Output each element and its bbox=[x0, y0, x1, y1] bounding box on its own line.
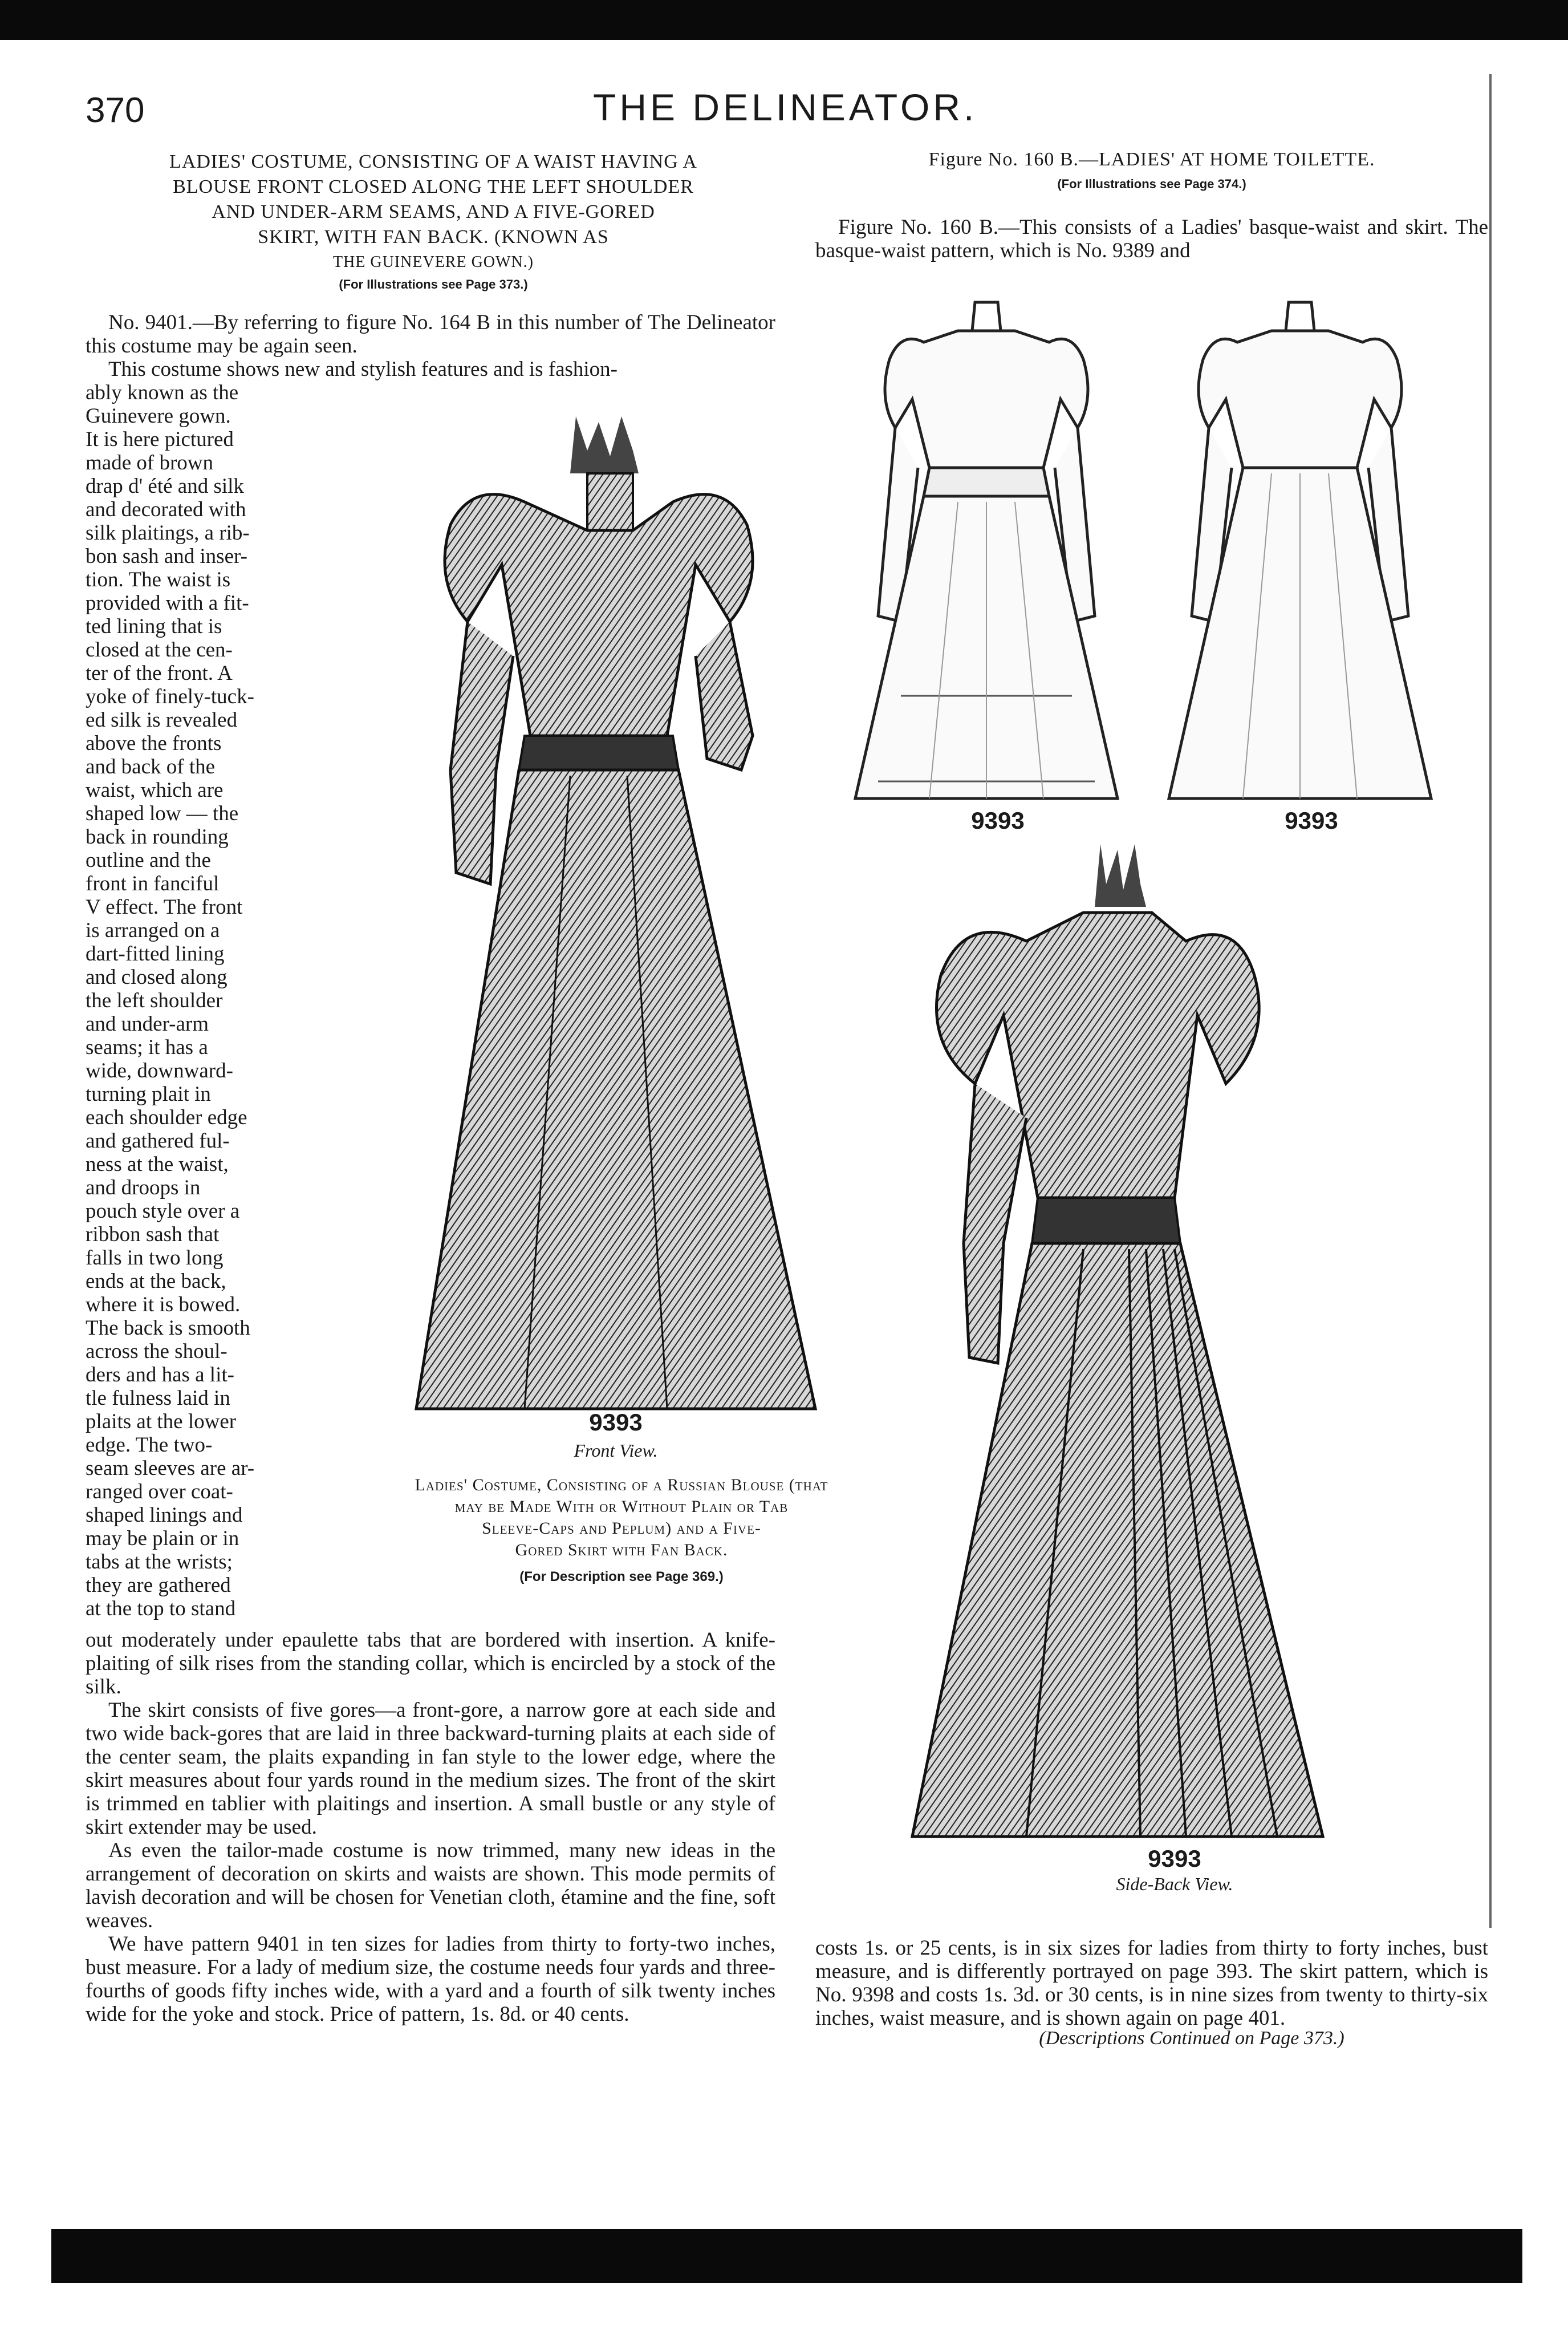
narrow-column-line: closed at the cen- bbox=[86, 638, 233, 662]
narrow-column-line: turning plait in bbox=[86, 1083, 211, 1106]
heading-line: THE GUINEVERE GOWN.) bbox=[332, 253, 534, 271]
narrow-column-line: may be plain or in bbox=[86, 1527, 239, 1550]
paragraph-pattern: We have pattern 9401 in ten sizes for ladies from thirty to forty-two inches, bust measure. For a lady of medium size, the costume needs four yards and three-fourths of goods fifty inches wide, with a yard and a fourth of silk twenty inches wide for the yoke and stock. Price of pattern, 1s. 8d. or 40 cents. bbox=[86, 1932, 775, 2026]
narrow-column-line: shaped linings and bbox=[86, 1503, 243, 1527]
narrow-column-line: drap d' été and silk bbox=[86, 475, 244, 498]
narrow-column-line: plaits at the lower bbox=[86, 1410, 237, 1433]
narrow-column-line: and closed along bbox=[86, 966, 228, 989]
narrow-column-line: and back of the bbox=[86, 755, 216, 779]
narrow-column-line: across the shoul- bbox=[86, 1340, 228, 1363]
narrow-column-line: silk plaitings, a rib- bbox=[86, 521, 250, 545]
paragraph-tailor: As even the tailor-made costume is now trimmed, many new ideas in the arrangement of decoration on skirts and waists are shown. This mode permits of lavish decoration and will be chosen for Venetian cloth, étamine and the fine, soft weaves. bbox=[86, 1839, 775, 1932]
narrow-column-line: ribbon sash that bbox=[86, 1223, 220, 1246]
thumbnail-label: 9393 bbox=[971, 807, 1025, 834]
page-number: 370 bbox=[86, 91, 145, 130]
heading-line: LADIES' COSTUME, CONSISTING OF A WAIST HAVING A bbox=[169, 151, 697, 172]
narrow-column-line: edge. The two- bbox=[86, 1433, 213, 1457]
article-heading bbox=[86, 149, 781, 292]
main-illustration-caption bbox=[319, 1474, 924, 1585]
description-reference: (For Description see Page 369.) bbox=[519, 1569, 724, 1584]
narrow-column-line: pouch style over a bbox=[86, 1199, 240, 1223]
narrow-column-line: and droops in bbox=[86, 1176, 201, 1199]
narrow-column-line: above the fronts bbox=[86, 732, 222, 755]
narrow-column-line: at the top to stand bbox=[86, 1597, 236, 1620]
figure-illustrations-reference: (For Illustrations see Page 374.) bbox=[1057, 177, 1246, 191]
narrow-column-line: back in rounding bbox=[86, 825, 229, 849]
paragraph-skirt: The skirt consists of five gores—a front-gore, a narrow gore at each side and two wide back-gores that are laid in three backward-turning plaits at each side of the center seam, the plaits expanding in fan style to the lower edge, where the skirt measures about four yards round in the medium sizes. The front of the skirt is trimmed en tablier with plaitings and insertion. A small bustle or any style of skirt extender may be used. bbox=[86, 1699, 775, 1839]
narrow-column-line: outline and the bbox=[86, 849, 211, 872]
narrow-column-line: Guinevere gown. bbox=[86, 404, 231, 428]
narrow-column-line: ter of the front. A bbox=[86, 662, 233, 685]
heading-line: BLOUSE FRONT CLOSED ALONG THE LEFT SHOULDER bbox=[173, 176, 694, 197]
running-head: THE DELINEATOR. bbox=[593, 86, 978, 128]
figure-heading bbox=[815, 147, 1488, 192]
narrow-column-line: front in fanciful bbox=[86, 872, 220, 895]
narrow-column-line: and decorated with bbox=[86, 498, 246, 521]
right-edge-line bbox=[1489, 74, 1492, 1928]
top-border-bar bbox=[0, 0, 1568, 40]
narrow-column-line: shaped low — the bbox=[86, 802, 239, 825]
narrow-column-line: V effect. The front bbox=[86, 895, 243, 919]
narrow-column-line: where it is bowed. bbox=[86, 1293, 241, 1316]
narrow-column-line: ted lining that is bbox=[86, 615, 222, 638]
caption-line: Ladies' Costume, Consisting of a Russian Blouse (that bbox=[415, 1476, 828, 1494]
narrow-column-line: falls in two long bbox=[86, 1246, 224, 1270]
main-illustration-view: Front View. bbox=[574, 1440, 658, 1461]
narrow-column-line: the left shoulder bbox=[86, 989, 223, 1012]
narrow-column-line: This costume shows new and stylish features and is fashion- bbox=[108, 358, 618, 381]
narrow-column-line: and under-arm bbox=[86, 1012, 209, 1036]
narrow-column-line: and gathered ful- bbox=[86, 1129, 230, 1153]
bottom-border-bar bbox=[51, 2229, 1522, 2283]
dress-thumbnail-right bbox=[1157, 297, 1443, 810]
narrow-column-line: wide, downward- bbox=[86, 1059, 233, 1083]
side-back-illustration-number: 9393 bbox=[1148, 1845, 1201, 1872]
illustrations-reference: (For Illustrations see Page 373.) bbox=[339, 277, 528, 291]
narrow-column-line: seams; it has a bbox=[86, 1036, 208, 1059]
side-back-illustration-view: Side-Back View. bbox=[1116, 1874, 1233, 1894]
narrow-column-line: waist, which are bbox=[86, 779, 224, 802]
narrow-column-line: ness at the waist, bbox=[86, 1153, 229, 1176]
narrow-column-line: bon sash and inser- bbox=[86, 545, 247, 568]
article-intro: No. 9401.—By referring to figure No. 164 B in this number of The Delineator this costume may be again seen. bbox=[86, 311, 775, 358]
narrow-column-line: each shoulder edge bbox=[86, 1106, 247, 1129]
heading-line: SKIRT, WITH FAN BACK. (KNOWN AS bbox=[258, 226, 609, 248]
narrow-column-line: they are gathered bbox=[86, 1574, 231, 1597]
narrow-column-line: tle fulness laid in bbox=[86, 1387, 230, 1410]
narrow-column-line: seam sleeves are ar- bbox=[86, 1457, 255, 1480]
descriptions-continued: (Descriptions Continued on Page 373.) bbox=[1039, 2028, 1344, 2049]
figure-title: Figure No. 160 B.—LADIES' AT HOME TOILETTE. bbox=[928, 149, 1375, 170]
narrow-column-line: tabs at the wrists; bbox=[86, 1550, 233, 1574]
caption-line: Sleeve-Caps and Peplum) and a Five- bbox=[482, 1519, 761, 1538]
narrow-column-line: is arranged on a bbox=[86, 919, 220, 942]
narrow-column-line: tion. The waist is bbox=[86, 568, 231, 591]
narrow-column-line: ed silk is revealed bbox=[86, 708, 238, 732]
heading-line: AND UNDER-ARM SEAMS, AND A FIVE-GORED bbox=[212, 201, 655, 222]
narrow-column-line: ends at the back, bbox=[86, 1270, 226, 1293]
main-illustration-number: 9393 bbox=[589, 1409, 643, 1436]
narrow-column-line: provided with a fit- bbox=[86, 591, 249, 615]
narrow-column-line: made of brown bbox=[86, 451, 213, 475]
narrow-column-line: ably known as the bbox=[86, 381, 239, 404]
figure-continued: costs 1s. or 25 cents, is in six sizes for ladies from thirty to forty inches, bust measure, and is differently portrayed on page 393. The skirt pattern, which is No. 9398 and costs 1s. 3d. or 30 cents, is in nine sizes from twenty to thirty-six inches, waist measure, and is shown again on page 401. bbox=[815, 1936, 1488, 2030]
thumbnail-label: 9393 bbox=[1285, 807, 1338, 834]
paragraph-continued: out moderately under epaulette tabs that are bordered with insertion. A knife-plaiting of silk rises from the standing collar, which is encircled by a stock of the silk. bbox=[86, 1628, 775, 1699]
narrow-column-line: ders and has a lit- bbox=[86, 1363, 234, 1387]
costume-front-view-illustration bbox=[399, 416, 832, 1414]
narrow-column-line: dart-fitted lining bbox=[86, 942, 225, 966]
dress-thumbnail-left bbox=[844, 297, 1129, 810]
narrow-column-line: ranged over coat- bbox=[86, 1480, 233, 1503]
narrow-column-line: The back is smooth bbox=[86, 1316, 250, 1340]
article-body bbox=[86, 1628, 775, 2026]
caption-line: may be Made With or Without Plain or Tab bbox=[454, 1497, 789, 1516]
caption-line: Gored Skirt with Fan Back. bbox=[515, 1541, 728, 1559]
costume-side-back-view-illustration bbox=[901, 844, 1334, 1848]
narrow-column-line: It is here pictured bbox=[86, 428, 234, 451]
figure-body: Figure No. 160 B.—This consists of a Ladies' basque-waist and skirt. The basque-waist pattern, which is No. 9389 and bbox=[815, 216, 1488, 262]
narrow-column-line: yoke of finely-tuck- bbox=[86, 685, 254, 708]
